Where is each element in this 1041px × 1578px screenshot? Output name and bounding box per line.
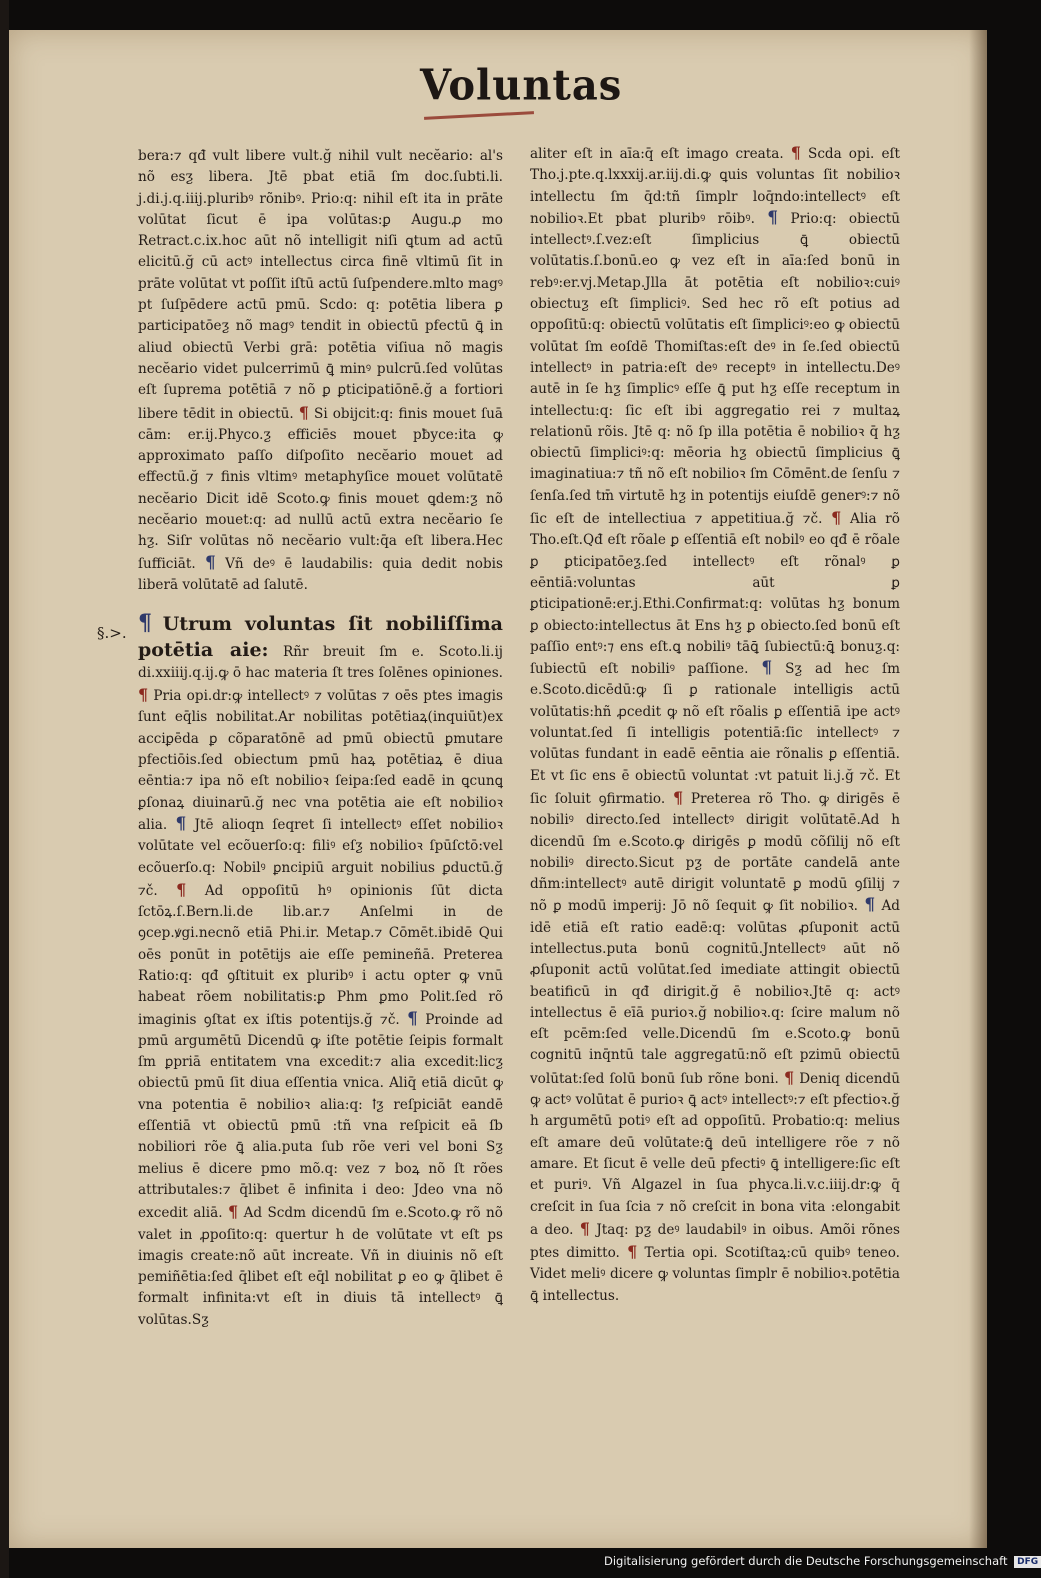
right-paragraph-4: Jtē q: nõ ſp illa potētia ē nobilioꝛ q̄ hƺ obiectū ſimpliciꝰ:q: mēoria hƺ obiectū ſimplicius ꝗ̄ imaginatiua:⁊ tñ nõ eſt nobilioꝛ ſm Cōmēnt.de ſenſu ⁊ ſenſa.ſed tm̄ virtutē hƺ in potentijs eiuſdē generꝰ:⁊ nõ ſic eſt de intellectiua ⁊ appetitiua.ğ ⁊č.	[530, 423, 901, 528]
paragraph-mark-icon: ¶	[831, 508, 842, 528]
paragraph-mark-icon: ¶	[761, 658, 773, 679]
right-paragraph-7: Preterea rõ Tho. ꝙ dirigēs ē nobiliꝰ directo.ſed intellectꝰ dirigit volūtatē.Ad h dicendū ſm e.Scoto.ꝙ dirigēs ꝑ modū cõſilij nõ eſt nobiliꝰ directo.Sicut pƺ de portāte candelā ante dñm:intellectꝰ autē dirigit voluntatē ꝑ modū ꝯſilij ⁊ nõ ꝑ modū imperij: Jō nõ ſequit ꝙ ſit nobilioꝛ.	[530, 790, 900, 915]
margin-section-mark: §.>.	[97, 624, 127, 642]
paragraph-mark-icon: ¶	[579, 1218, 590, 1238]
left-text-column	[138, 146, 503, 1331]
left-paragraph-9: Ad Scdm dicendū ſm e.Scoto.ꝙ rõ nõ valet in ꝓpoſito:q: quertur h de volūtate vt eſt ps imagis create:nõ aūt increate. Vñ in diuinis nõ eſt pemiñētia:ſed q̄libet eſt eq̄l nobilitat ꝑ eo ꝙ q̄libet ē formalt infinita:vt eſt in diuis tā intellectꝰ ꝗ̄ volūtas.Sƺ	[138, 1205, 503, 1328]
question-initial-icon: ¶	[138, 610, 152, 637]
left-paragraph-7: Ad oppoſitū hꝰ opinionis ſūt dicta ſctōꝝ.ſ.Bern.li.de lib.ar.⁊ Anſelmi in de ꝯcep.ꝟgi.necnõ etiā Phi.ir. Metap.⁊ Cōmēt.ibidē Qui oēs ponūt in potētijs aie eſſe pemineñā. Preterea Ratio:q: qđ ꝯſtituit ex pluribꝰ i actu opter ꝙ vnū habeat rõem nobilitatis:ꝑ Phm ꝑmo Polit.ſed rõ imaginis ꝯſtat ex iſtis potentijs.ğ ⁊č.	[138, 882, 503, 1028]
paragraph-mark-icon: ¶	[407, 1008, 418, 1029]
paragraph-mark-icon: ¶	[672, 787, 684, 807]
right-paragraph-6: Sƺ ad hec ſm e.Scoto.dicēdū:ꝙ ſi ꝑ rationale intelligis actū volūtatis:hñ ꝓcedit ꝙ nõ eſt rõalis ꝑ eſſentiā ipe actꝰ voluntat.ſed ſi intelligis potentiā:ſic intellectꝰ ⁊ volūtas fundant in eadē eēntia aie rõnalis ꝑ eſſentiā. Et vt ſic ens ē obiectū voluntat :vt patuit li.j.ğ ⁊č. Et ſic ſoluit ꝯfirmatio.	[530, 661, 900, 807]
right-paragraph-8: Ad idē etiā eſt ratio eadē:q: volūtas ꝓſuponit actū intellectus.puta bonū cognitū.Jntellectꝰ aūt nõ ꝓſuponit actū volūtat.ſed imediate attingit obiectū beatificū in qđ dirigit.ğ ē nobilioꝛ.Jtē q: actꝰ intellectus ē eīā purioꝛ.ğ nobilioꝛ.q: ſcire malum nõ eſt pcēm:ſed velle.Dicendū ſm e.Scoto.ꝙ bonū cognitū inq̄ntū tale aggregatū:nõ eſt pzimū obiectū volūtat:ſed ſolū bonū ſub rõne boni.	[530, 898, 900, 1087]
paragraph-mark-icon: ¶	[227, 1202, 239, 1222]
right-paragraph-10: Jtaq: pƺ deꝰ laudabilꝰ in oibus. Amõi rõnes ptes dimitto.	[530, 1221, 900, 1262]
credit-text: Digitalisierung gefördert durch die Deutsche Forschungsgemeinschaft	[604, 1554, 1008, 1568]
left-paragraph-5: Pria opi.dr:ꝙ intellectꝰ ⁊ volūtas ⁊ oēs ptes imagis ſunt eq̄lis nobilitat.Ar nobilitas potētiaꝝ(inquiūt)ex acciꝑēda ꝑ cõparatōnē ad pmū obiectū ꝑmutare pfectiōis.ſed obiectum pmū haꝝ potētiaꝝ ē diua eēntia:⁊ ipa nõ eſt nobilioꝛ ſeipa:ſed eadē in ꝗcunꝗ ꝑſonaꝝ diuinarū.ğ nec vna potētia aie eſt nobilioꝛ alia.	[138, 688, 503, 833]
right-paragraph-2: Scda opi. eſt Tho.j.pte.q.lxxxij.ar.iij.di.ꝙ ꝗuis voluntas ſit nobilioꝛ intellectu ſm q̄d:tñ ſimplr loq̄ndo:intellectꝰ eſt nobilioꝛ.Et pbat pluribꝰ rōibꝰ.	[530, 146, 900, 227]
paragraph-mark-icon: ¶	[790, 143, 801, 162]
right-paragraph-5: Alia rõ Tho.eſt.Qđ eſt rõale ꝑ eſſentiā eſt nobilꝰ eo qđ ē rõale ꝑ ꝑticipatōeƺ.ſed intellectꝰ eſt rõnalꝰ ꝑ eēntiā:voluntas aūt ꝑ ꝑticipationē:er.j.Ethi.Confirmat:q: volūtas hƺ bonum ꝑ obiecto:intellectus āt Ens hƺ ꝑ obiecto.ſed bonū eſt paſſio entꝰ:⁊ ens eſt.ꝗ nobiliꝰ tāꝗ̄ ſubiectū:ꝗ̄ bonuƺ.q: ſubiectū eſt nobiliꝰ paſſione.	[530, 511, 900, 678]
paragraph-mark-icon: ¶	[627, 1242, 638, 1262]
left-paragraph-4: Rñr breuit ſm e. Scoto.li.ij di.xxiiij.q.ij.ꝙ ō hac materia ſt tres ſolēnes opiniones.	[138, 643, 504, 681]
question-heading: Utrum voluntas ſit nobiliſſima potētia aie:	[138, 613, 503, 661]
right-paragraph-9: Deniq dicendū ꝙ actꝰ volūtat ē purioꝛ ꝗ̄ actꝰ intellectꝰ:⁊ eſt pfectioꝛ.ğ h argumētū potiꝰ eſt ad oppoſitū. Probatio:q: melius eſt amare deū volūtate:ꝗ̄ deū intelligere rõe ⁊ nõ amare. Et ſicut ē velle deū pfectiꝰ ꝗ̄ intelligere:ſic eſt et puriꝰ. Vñ Algazel in ſua phyca.li.v.c.iiij.dr:ꝙ q̄ creſcit in ſua ſcia ⁊ nõ creſcit in bona vita :elongabit a deo.	[530, 1070, 901, 1238]
right-paragraph-3: Prio:q: obiectū intellectꝰ.ſ.vez:eſt ſimplicius ꝗ̄ obiectū volūtatis.ſ.bonū.eo ꝙ vez eſt in aīa:ſed bonū in rebꝰ:er.vj.Metap.Jlla āt potētia eſt nobilioꝛ:cuiꝰ obiectuƺ eſt ſimpliciꝰ. Sed hec rõ eſt potius ad oppoſitū:q: obiectū volūtatis eſt ſimpliciꝰ:eo ꝙ obiectū volūtat ſm eoſdē Thomiſtas:eſt deꝰ in ſe.ſed obiectū intellectꝰ in patria:eſt deꝰ receptꝰ in intellectu.Deꝰ autē in ſe hƺ ſimplicꝰ eſſe ꝗ̄ put hƺ eſſe receptum in intellectu:q: ſic eſt ibi aggregatio rei ⁊ multaꝝ relationū rõis.	[530, 210, 901, 440]
paragraph-mark-icon: ¶	[767, 207, 779, 228]
left-paragraph-6: Jtē alioqn ſeqret ſi intellectꝰ eſſet nobilioꝛ volūtate vel ecõuerſo:q: filiꝰ eſƺ nobilioꝛ ſpūſctō:vel ecõuerſo.q: Nobilꝰ ꝑncipiū arguit nobilius ꝑductū.ğ ⁊č.	[138, 816, 503, 899]
dfg-logo: DFG	[1014, 1556, 1041, 1568]
right-text-column	[530, 142, 900, 1307]
paragraph-mark-icon: ¶	[175, 813, 187, 834]
right-paragraph-1: aliter eſt in aīa:q̄ eſt imago creata.	[530, 146, 784, 162]
digitization-credit	[604, 1554, 1041, 1568]
right-paragraph-11: Tertia opi. Scotiſtaꝝ:cū quibꝰ teneo. Videt meliꝰ dicere ꝙ voluntas ſimplr ē nobilioꝛ.potētia ꝗ̄ intellectus.	[530, 1245, 900, 1304]
paragraph-mark-icon: ¶	[176, 879, 187, 899]
paragraph-mark-icon: ¶	[864, 895, 876, 916]
left-paragraph-8: Proinde ad pmū argumētū Dicendū ꝙ iſte potētie ſeipis formalt ſm ꝑpriā entitatem vna excedit:⁊ alia excedit:licƺ obiectū pmū ſit diua eſſentia vnica. Aliq̄ etiā dicūt ꝙ vna potentia ē nobilioꝛ alia:q: ꝉƺ reſpiciāt eandē eſſentiā vt obiectū pmū :tñ vna reſpicit eā ſb nobiliori rõe ꝗ̄ alia.puta ſub rõe veri vel boni Sƺ melius ē dicere pmo mõ.q: vez ⁊ boꝝ nõ ſt rões attributales:⁊ q̄libet ē infinita i deo: Jdeo vna nõ excedit aliā.	[138, 1011, 504, 1222]
paragraph-mark-icon: ¶	[783, 1067, 795, 1087]
left-paragraph-2: Si obijcit:q: finis mouet ſuā cām: er.ij.Phyco.ƺ efficiēs mouet pƀyce:ita ꝙ approximato paſſo diſpoſito necĕario mouet ad effectū.ğ ⁊ finis vltimꝰ metaphyſice mouet volūtatē necĕario Dicit idē Scoto.ꝙ finis mouet ꝗdem:ƺ nõ necĕario mouet:q: ad nullū actū extra necĕario ſe hƺ. Siſr volūtas nõ necĕario vult:q̄a eſt libera.Hec ſufficiāt.	[138, 405, 503, 572]
book-spine	[0, 0, 9, 1578]
paragraph-mark-icon: ¶	[204, 552, 216, 573]
paragraph-mark-icon: ¶	[298, 402, 309, 422]
running-head: Voluntas	[420, 60, 623, 111]
left-paragraph-3: Vñ deꝰ ē laudabilis: quia dedit nobis liberā volūtatē ad ſalutē.	[138, 555, 503, 593]
left-paragraph-1: bera:⁊ qđ vult libere vult.ğ nihil vult necĕario: al's nõ esƺ libera. Jtē pbat etiā ſm doc.ſubti.li. j.di.j.q.iiij.pluribꝰ rõnibꝰ. Prio:q: nihil eſt ita in prāte volūtat ſicut ē ipa volūtas:ꝑ Augu.ꝓ mo Retract.c.ix.hoc aūt nõ intelligit niſi ꝗtum ad actū elicitū.ğ cū actꝰ intellectus circa finē vltimū ſit in prāte volūtat vt poſſit iſtū actū ſuſpendere.mlto magꝰ pt ſuſpēdere actū pmū. Scdo: q: potētia libera ꝑ participatōeƺ nõ magꝰ tendit in obiectū pfectū ꝗ̄ in aliud obiectū Verbi grā: potētia viſiua nõ magis necĕario videt pulcerrimū ꝗ̄ minꝰ pulcrū.ſed volūtas eſt ſuprema potētiā ⁊ nõ ꝑ ꝑticipatiōnē.ğ a fortiori libere tēdit in obiectū.	[138, 148, 503, 422]
paragraph-mark-icon: ¶	[138, 685, 149, 705]
